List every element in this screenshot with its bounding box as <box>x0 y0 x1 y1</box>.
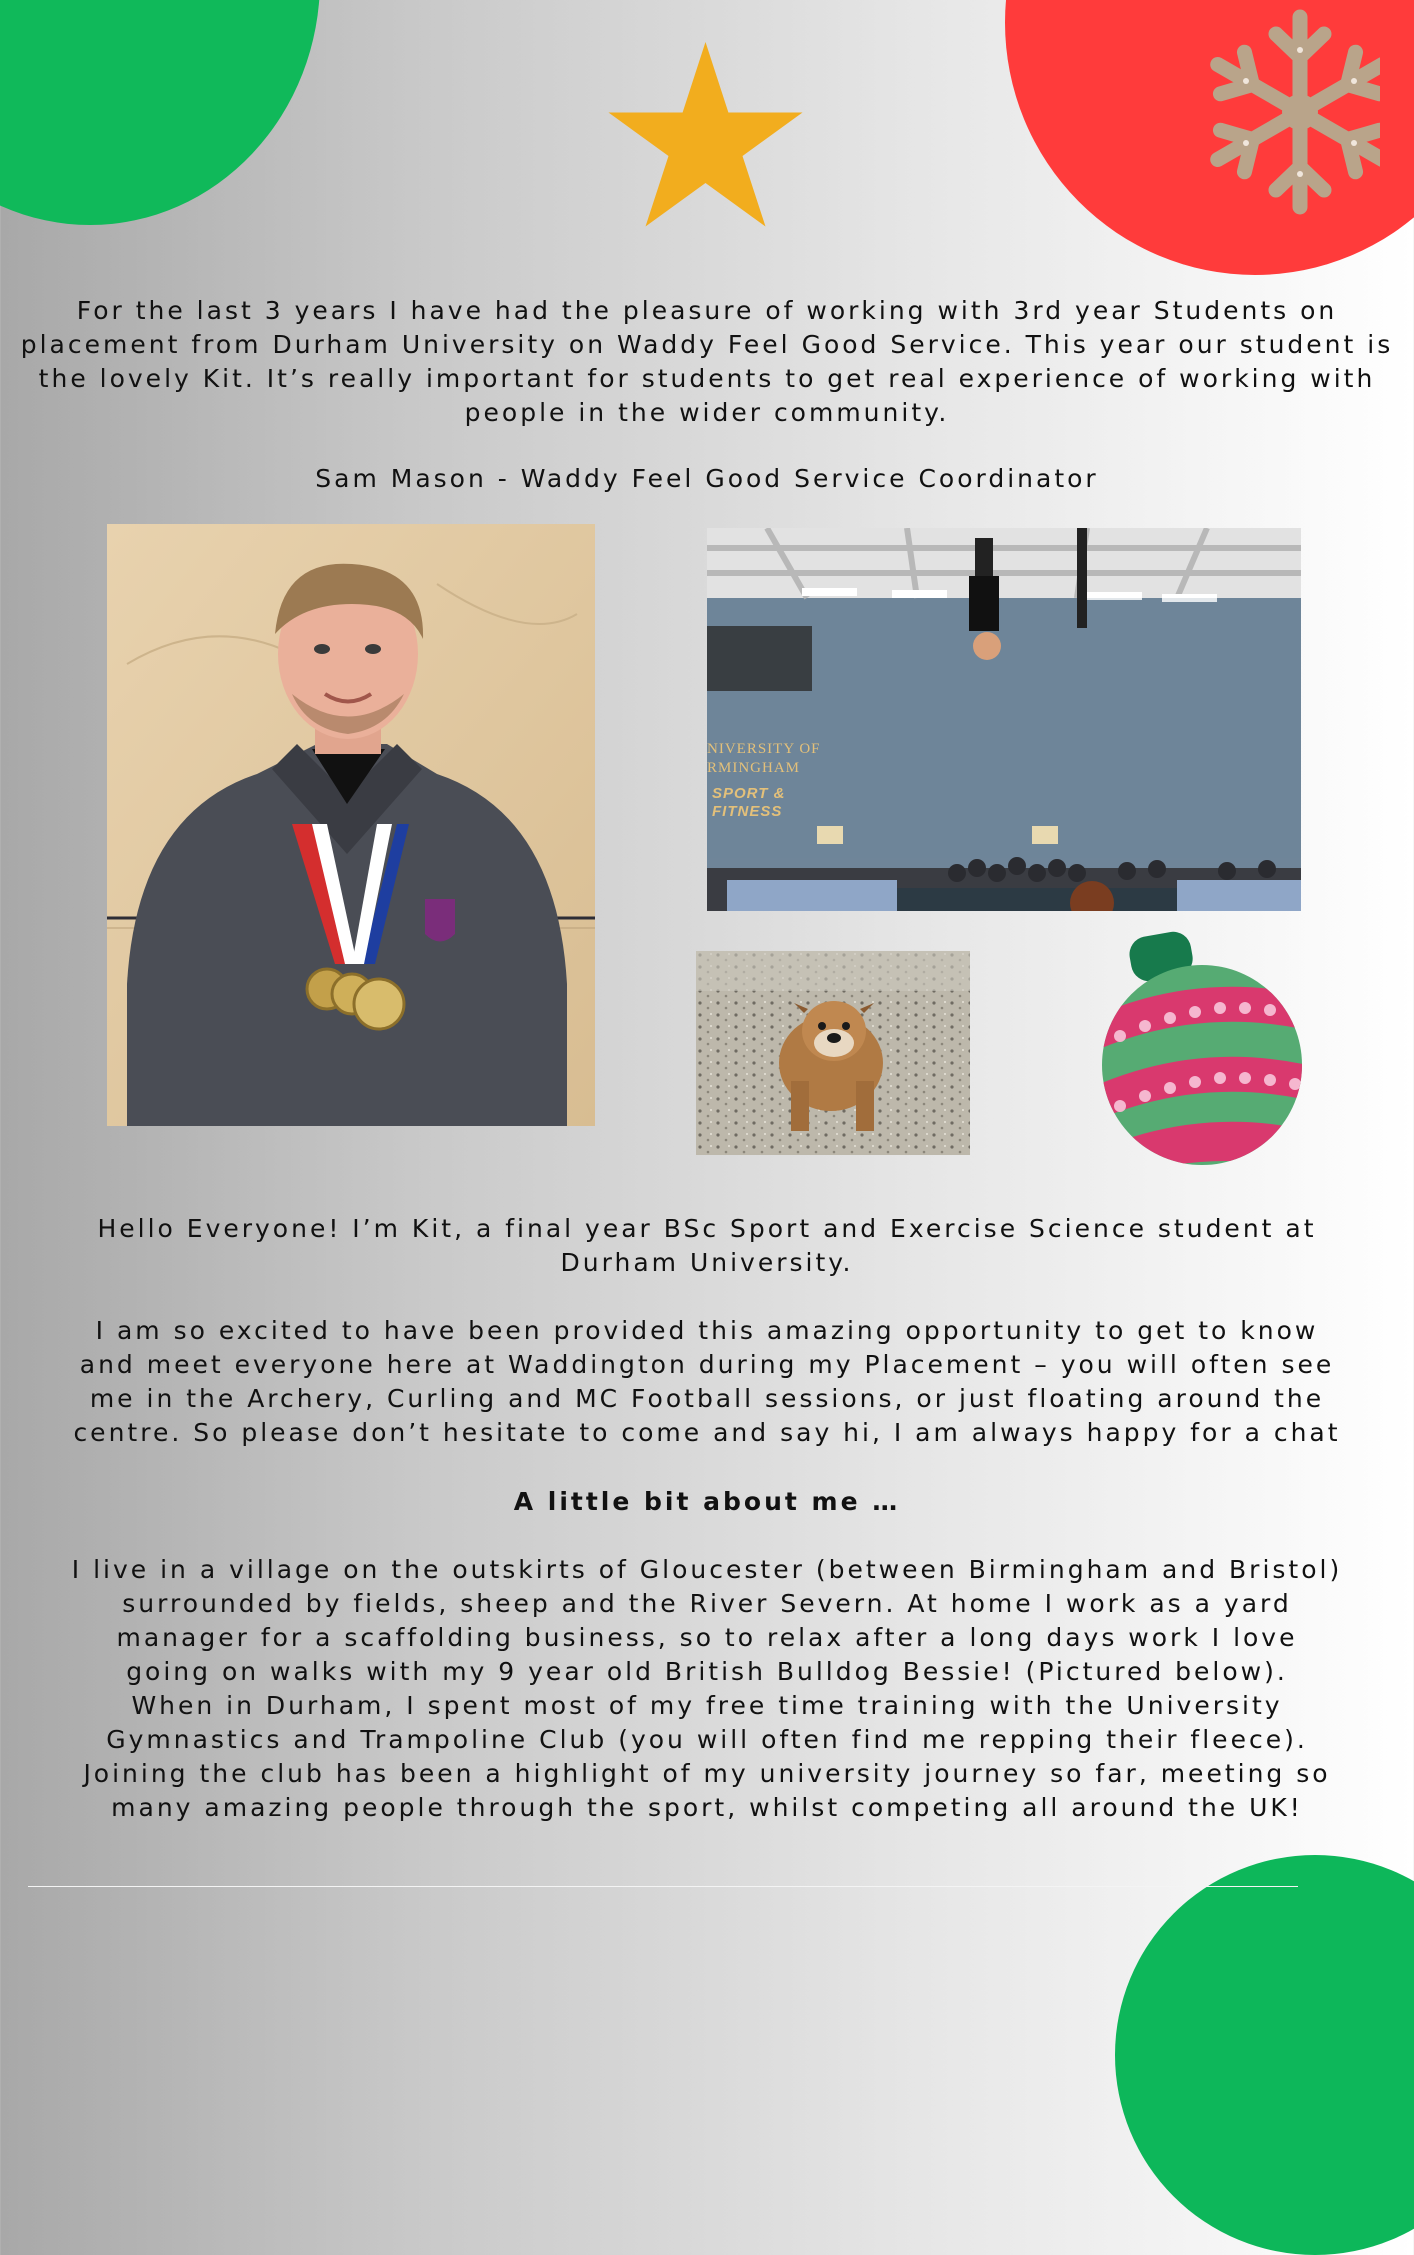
intro-paragraph <box>0 294 1414 430</box>
wall-text-line: SPORT & <box>712 785 786 802</box>
bio-line: Joining the club has been a highlight of my university journey so far, meeting so <box>83 1759 1331 1788</box>
kit-portrait-photo <box>107 524 595 1126</box>
green-circle-decoration-bottom <box>1115 1855 1414 2255</box>
bio-line: When in Durham, I spent most of my free time training with the University <box>131 1691 1283 1720</box>
placement-paragraph <box>0 1314 1414 1450</box>
snowflake-icon <box>1190 0 1380 230</box>
green-circle-decoration <box>0 0 320 225</box>
bauble-icon <box>1100 928 1305 1168</box>
hello-paragraph <box>0 1212 1414 1280</box>
wall-text-line: FITNESS <box>712 803 783 820</box>
bulldog-photo <box>696 951 970 1155</box>
placement-line: me in the Archery, Curling and MC Football sessions, or just floating around the <box>89 1384 1325 1413</box>
divider <box>28 1886 1298 1887</box>
coordinator-signature: Sam Mason - Waddy Feel Good Service Coordinator <box>315 464 1099 493</box>
bio-line: Gymnastics and Trampoline Club (you will often find me repping their fleece). <box>106 1725 1308 1754</box>
bio-line: I live in a village on the outskirts of Gloucester (between Birmingham and Bristol) <box>71 1555 1343 1584</box>
hello-line: Durham University. <box>560 1248 854 1277</box>
trampoline-photo <box>707 528 1301 911</box>
about-heading: A little bit about me … <box>513 1487 901 1516</box>
hello-line: Hello Everyone! I’m Kit, a final year BSc Sport and Exercise Science student at <box>97 1214 1317 1243</box>
bio-line: going on walks with my 9 year old British Bulldog Bessie! (Pictured below). <box>126 1657 1288 1686</box>
bio-line: many amazing people through the sport, whilst competing all around the UK! <box>111 1793 1303 1822</box>
placement-line: I am so excited to have been provided this amazing opportunity to get to know <box>95 1316 1319 1345</box>
bio-line: manager for a scaffolding business, so to relax after a long days work I love <box>116 1623 1298 1652</box>
intro-line: people in the wider community. <box>464 398 950 427</box>
placement-line: and meet everyone here at Waddington during my Placement – you will often see <box>79 1350 1335 1379</box>
bio-line: surrounded by fields, sheep and the River Severn. At home I work as a yard <box>122 1589 1292 1618</box>
bio-paragraph <box>0 1553 1414 1825</box>
intro-line: placement from Durham University on Waddy Feel Good Service. This year our student is <box>20 330 1394 359</box>
intro-line: For the last 3 years I have had the pleasure of working with 3rd year Students on <box>76 296 1338 325</box>
star-icon <box>608 42 803 227</box>
wall-text-line: NIVERSITY OF <box>707 741 821 757</box>
placement-line: centre. So please don’t hesitate to come and say hi, I am always happy for a chat <box>73 1418 1341 1447</box>
wall-text-line: RMINGHAM <box>707 760 801 776</box>
intro-line: the lovely Kit. It’s really important for students to get real experience of working with <box>38 364 1376 393</box>
